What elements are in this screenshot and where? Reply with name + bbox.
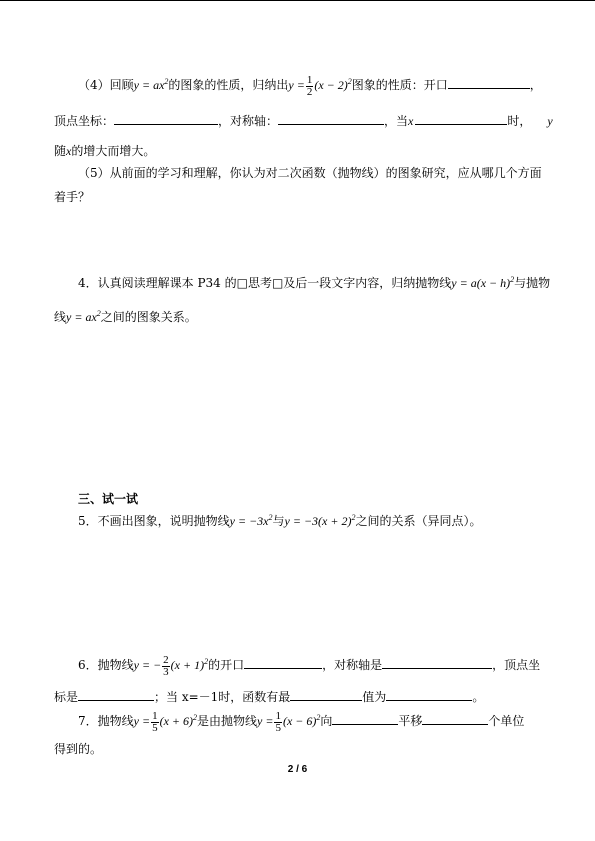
blank-q7-units[interactable] bbox=[422, 711, 488, 725]
top-rule bbox=[0, 0, 595, 1]
blank-q6-vertex[interactable] bbox=[78, 687, 154, 701]
blank-when-x[interactable] bbox=[415, 111, 507, 125]
q7-line2: 得到的。 bbox=[54, 742, 103, 756]
equation-y-ax2: $y = ax^2$ bbox=[133, 77, 169, 92]
q6-line2: 标是 ；当 x=－1时，函数有最 值为 。 bbox=[54, 686, 544, 708]
q4-part5-line2: 着手？ bbox=[54, 190, 91, 204]
q7-line1: 7．抛物线y = $\frac{1}{5}$ $(x + 6)^2$是由抛物线y = $\frac{1}{5}$ $(x - 6)^2$向 平移 个单位 bbox=[78, 709, 525, 734]
blank-axis[interactable] bbox=[278, 111, 384, 125]
fraction-one-fifth-a: $\frac{1}{5}$ bbox=[152, 709, 158, 734]
section-title: 三、试一试 bbox=[78, 492, 139, 506]
q4-part4-line3: 随x的增大而增大。 bbox=[54, 144, 156, 158]
q4-part4-line1: （4）回顾$y = ax^2$的图象的性质，归纳出y = $\frac{1}{2}$ $(x - 2)^2$图象的性质：开口 ， bbox=[78, 73, 542, 98]
blank-opening[interactable] bbox=[448, 75, 530, 89]
blank-q6-opening[interactable] bbox=[244, 655, 322, 669]
q6-line1: 6．抛物线y = − $\frac{2}{3}$ $(x + 1)^2$的开口 ，对称轴是 ，顶点坐 bbox=[78, 653, 541, 678]
fraction-one-fifth-b: $\frac{1}{5}$ bbox=[275, 709, 281, 734]
q-item4-line1: 4．认真阅读理解课本 P34 的□思考□及后一段文字内容，归纳抛物线$y = a(x - h)^2$与抛物 bbox=[78, 275, 551, 290]
blank-q6-value[interactable] bbox=[386, 687, 472, 701]
q4-part4-line2: 顶点坐标： ，对称轴： ，当x 时， y bbox=[54, 110, 544, 132]
blank-q6-axis[interactable] bbox=[382, 655, 492, 669]
fraction-half: $\frac{1}{2}$ bbox=[306, 73, 313, 98]
blank-q7-direction[interactable] bbox=[332, 711, 398, 725]
blank-q6-extreme[interactable] bbox=[290, 687, 362, 701]
fraction-two-thirds: $\frac{2}{3}$ bbox=[163, 653, 169, 678]
page-number: 2 / 6 bbox=[287, 764, 308, 775]
q5-line: 5．不画出图象，说明抛物线$y = -3x^2$与$y = -3(x + 2)^2$之间的关系（异同点）。 bbox=[78, 513, 482, 528]
q-item4-line2: 线$y = ax^2$之间的图象关系。 bbox=[54, 309, 197, 324]
q4-part5-line1: （5）从前面的学习和理解，你认为对二次函数（抛物线）的图象研究，应从哪几个方面 bbox=[78, 166, 542, 180]
blank-vertex[interactable] bbox=[114, 111, 218, 125]
equation-vertex-form: $y = a(x - h)^2$ bbox=[451, 275, 515, 290]
